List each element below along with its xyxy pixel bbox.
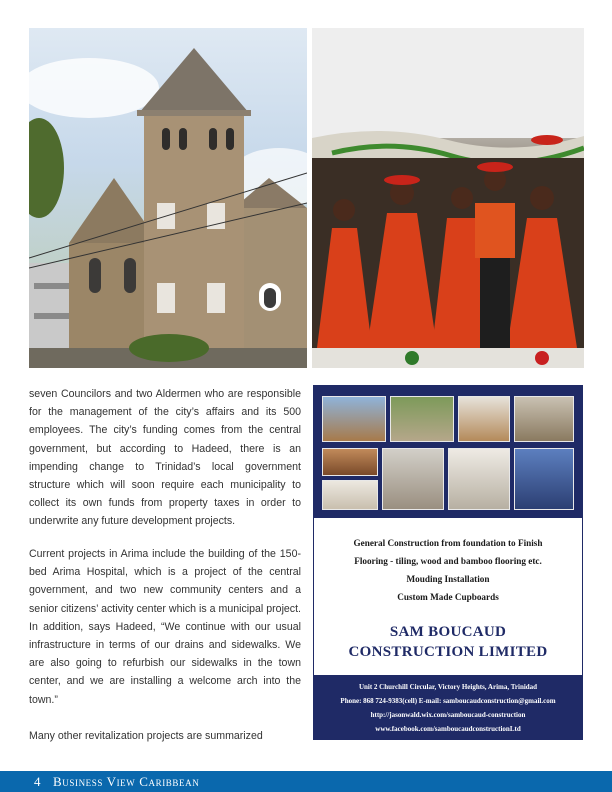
magazine-title: Business View Caribbean bbox=[53, 774, 200, 789]
ad-photo-interior bbox=[448, 448, 510, 510]
sam-boucaud-advertisement bbox=[313, 385, 583, 740]
page-number: 4 bbox=[34, 774, 41, 789]
ad-photo-collage bbox=[314, 386, 582, 518]
church-illustration bbox=[29, 28, 307, 368]
ad-facebook-link[interactable]: www.facebook.com/samboucaudconstructionLtd bbox=[375, 725, 521, 733]
ad-services-list bbox=[314, 534, 582, 606]
ad-photo-floor bbox=[322, 448, 378, 476]
ad-service-item: Custom Made Cupboards bbox=[397, 592, 499, 602]
ad-service-item: General Construction from foundation to Finish bbox=[353, 538, 543, 548]
church-photo bbox=[29, 28, 307, 368]
ad-photo-cabinet bbox=[322, 480, 378, 510]
ad-phone-email: Phone: 868 724-9383(cell) E-mail: samboucaudconstruction@gmail.com bbox=[340, 697, 556, 705]
ad-photo-staircase bbox=[514, 448, 574, 510]
ad-photo-frame bbox=[514, 396, 574, 442]
ad-company-line-1: SAM BOUCAUD bbox=[389, 624, 507, 640]
ad-service-item: Mouding Installation bbox=[406, 574, 490, 584]
article-paragraph-2: Current projects in Arima include the building of the 150-bed Arima Hospital, which is a project of the central government, and two new community centers and a senior citizens’ activity center which is a municipal project. In addition, says Hadeed, “We continue with our usual infrastructure in terms of our drains and sidewalks. We are also going to refurbish our sidewalks in the town center, and we are installing a welcome arch into the town.” bbox=[29, 548, 301, 706]
article-paragraph-3: Many other revitalization projects are summarized bbox=[29, 730, 263, 742]
ad-address: Unit 2 Churchill Circular, Victory Heights, Arima, Trinidad bbox=[358, 683, 538, 691]
choir-illustration bbox=[312, 28, 584, 368]
page-footer bbox=[0, 771, 612, 792]
ad-photo-hallway bbox=[382, 448, 444, 510]
ad-photo-room bbox=[458, 396, 510, 442]
ad-contact-block bbox=[314, 675, 582, 739]
article-paragraph-1: seven Councilors and two Aldermen who are responsible for the management of the city’s affairs and its 500 employees. The city’s funding comes from the central government, but according to Hadeed, there is an impending change to Trinidad’s local government structure which will soon require each municipality to collect its own funds from property taxes in order to underwrite any future development projects. bbox=[29, 388, 301, 528]
ad-photo-house bbox=[322, 396, 386, 442]
ad-website-link[interactable]: http://jasonwald.wix.com/samboucaud-construction bbox=[370, 711, 526, 719]
ad-photo-site bbox=[390, 396, 454, 442]
ad-company-line-2: CONSTRUCTION LIMITED bbox=[348, 644, 548, 660]
ad-service-item: Flooring - tiling, wood and bamboo flooring etc. bbox=[354, 556, 542, 566]
choir-photo bbox=[312, 28, 584, 368]
ad-company-name bbox=[314, 622, 582, 662]
